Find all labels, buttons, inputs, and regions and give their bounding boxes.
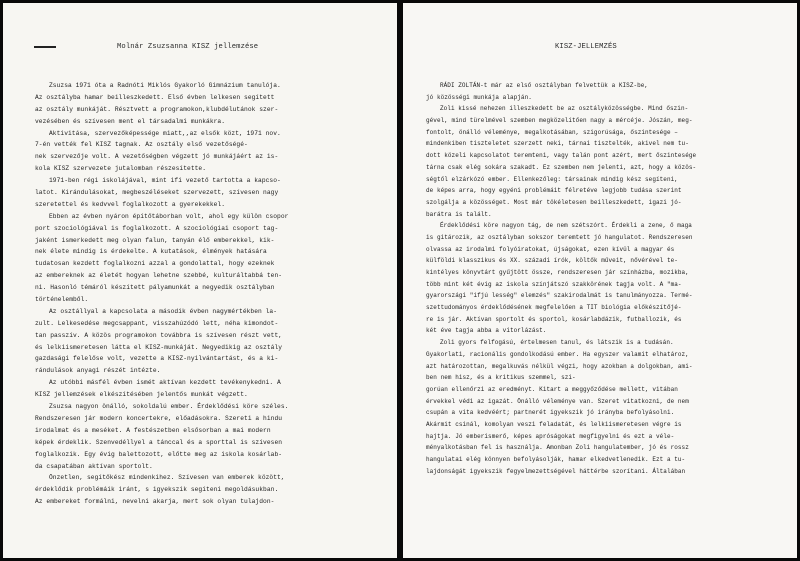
text-line: azt határozottan, megalkuvás nélkül végzi, hogy azokban a dolgokban, ami- xyxy=(426,362,693,370)
text-line: zult. Lelkesedése megcsappant, visszahúzódó lett, néha kimondot- xyxy=(35,319,279,327)
text-line: Ebben az évben nyáron építőtáborban volt, ahol egy külön csopor xyxy=(49,212,289,220)
margin-dash-mark xyxy=(34,46,56,48)
left-document-page xyxy=(3,3,397,558)
text-line: Rendszeresen jár modern koncertekre, előadásokra. Szereti a hindu xyxy=(35,414,283,422)
text-line: kintélyes könyvtárt gyűjtött össze, rendszeresen jár színházba, mozikba, xyxy=(426,269,689,276)
text-line: Zsuzsa 1971 óta a Radnóti Miklós Gyakorló Gimnázium tanulója. xyxy=(49,82,281,89)
text-line: foglalkozik. Egy évig balettozott, előtte meg az iskola kosárlab- xyxy=(35,450,283,458)
text-line: gazdasági felelőse volt, vezette a KISZ-nyilvántartást, és a ki- xyxy=(35,355,279,363)
text-line: vezésében és szívesen ment el társadalmi munkákra. xyxy=(35,117,226,125)
right-page-title: KISZ-JELLEMZÉS xyxy=(555,43,617,51)
text-line: szolgálja a közösséget. Most már tökéletesen beilleszkedett, igazi jó- xyxy=(426,198,682,206)
text-line: re is jár. Aktívan sportolt és sportol, kosárlabdázik, futballozik, és xyxy=(426,315,682,323)
text-line: és lelkiismeretesen látta el KISZ-munkáját. Negyedikig az osztály xyxy=(35,343,283,351)
text-line: olvassa az irodalmi folyóiratokat, újságokat, ezen kívül a magyar és xyxy=(426,245,675,253)
text-line: gorúan ellenőrzi az eredményt. Kitart a meggyőződése mellett, vitában xyxy=(426,385,678,393)
text-line: hangulatai elég könnyen befolyásolják, hamar elkedvetlenedik. Ezt a tu- xyxy=(426,456,686,463)
text-line: RÁDI ZOLTÁN-t már az első osztályban felvettük a KISZ-be, xyxy=(440,82,649,89)
text-line: de képes arra, hogy egyéni problémáit félretéve legjobb tudása szerint xyxy=(426,187,682,195)
text-line: kola KISZ szervezete jutalomban részesítette. xyxy=(35,165,207,173)
text-line: nek élete mindig is érdekelte. A kutatások, élmények hatására xyxy=(35,248,267,256)
text-line: irodalmat és a meséket. A festészetben elsősorban a mai modern xyxy=(35,426,271,434)
text-line: 1971-ben régi iskolájával, mint ifi vezető tartotta a kapcso- xyxy=(49,177,281,185)
text-line: ségtől elzárkózó ember. Ellenkezőleg: társainak mindig kész segíteni, xyxy=(426,175,678,183)
text-line: Akármit csinál, komolyan veszi feladatát, és lelkiismeretesen végre is xyxy=(426,420,682,428)
text-line: érvekkel védi az igazát. Önálló véleménye van. Szeret vitatkozni, de nem xyxy=(426,397,689,405)
text-line: Zsuzsa nagyon önálló, sokoldalú ember. Érdeklődési köre széles. xyxy=(49,403,289,411)
text-line: több mint két évig az iskola színjátszó szakkörének tagja volt. A "ma- xyxy=(426,280,682,288)
text-line: lajdonságát igyekszik fegyelmezettségével háttérbe szorítani. Általában xyxy=(426,467,686,475)
text-line: Érdeklődési köre nagyon tág, de nem szétszórt. Érdekli a zene, ő maga xyxy=(440,222,692,230)
text-line: két éve tagja abba a vitorlázást. xyxy=(426,327,547,335)
right-document-page xyxy=(403,3,797,558)
text-line: latot. Kirándulásokat, megbeszéléseket szervezett, szívesen nagy xyxy=(35,189,279,197)
text-line: csupán a vita kedvéért; partnerét igyekszik jó irányba befolyásolni. xyxy=(426,409,675,417)
text-line: ményalkotásban fel is használja. Amonban Zoli hangulatember, jó és rossz xyxy=(426,444,689,452)
right-page-body xyxy=(426,80,780,477)
text-line: szettudományos érdeklődésének megfelelően a TIT biológia előkészítőjé- xyxy=(426,304,682,312)
left-page-body xyxy=(35,80,375,508)
text-line: érdeklődik problémáik iránt, s igyekszik segíteni megoldásukban. xyxy=(35,486,279,494)
text-line: Az osztályba hamar beilleszkedett. Első évben lelkesen segített xyxy=(35,93,275,101)
text-line: külföldi klasszikus és XX. századi írók, költők műveit, nővérével te- xyxy=(426,257,678,265)
text-line: mindenkiben tiszteletet szerzett neki, tárnai tisztelték, akivel nem tu- xyxy=(426,140,689,148)
text-line: nek szervezője volt. A vezetőségben végzett jó munkájáért az is- xyxy=(35,153,279,161)
text-line: port szociológiával is foglalkozott. A szociológiai csoport tag- xyxy=(35,224,279,232)
text-line: rándulások anyagi részét intézte. xyxy=(35,367,161,375)
text-line: Aktivitása, szervezőképessége miatt,,az elsők közt, 1971 nov. xyxy=(49,129,281,137)
text-line: tan passzív. A közös programokon továbbra is szívesen részt vett, xyxy=(35,331,283,339)
text-line: hajtja. Jó emberismerő, képes apróságokat megfigyelni és ezt a véle- xyxy=(426,432,675,440)
text-line: Önzetlen, segítőkész mindenkihez. Szívesen van emberek között, xyxy=(49,474,285,482)
text-line: jaként ismerkedett meg olyan falun, tanyán élő emberekkel, kik- xyxy=(35,236,275,244)
text-line: jó közösségi munkája alapján. xyxy=(426,93,532,101)
text-line: az embereknek az életét hogyan lehetne szebbé, kulturáltabbá ten- xyxy=(35,272,283,280)
text-line: fontolt, önálló véleménye, megalkotásában, szigorúsága, őszintesége – xyxy=(426,128,678,136)
text-line: 7-én vették fel KISZ tagnak. Az osztály első vezetőségé- xyxy=(35,141,248,149)
left-page-title: Molnár Zsuzsanna KISZ jellemzése xyxy=(117,43,259,51)
text-line: da csapatában aktívan sportolt. xyxy=(35,462,153,470)
text-line: gyarországi "ifjú lesség" elemzés" szakirodalmát is tanulmányozza. Termé- xyxy=(426,292,693,300)
text-line: ni. Hasonló témáról készített pályamunkát a negyedik osztályban xyxy=(35,284,275,292)
text-line: az osztály munkáját. Résztvett a programokon,klubdélutánok szer- xyxy=(35,105,279,113)
text-line: Az utóbbi másfél évben ismét aktívan kezdett tevékenykedni. A xyxy=(49,379,281,387)
text-line: ben nem hisz, és a kritikus szemmel, szi- xyxy=(426,374,576,382)
text-line: gével, mind türelmével szemben megközelítően nagy a mércéje. Jószán, meg- xyxy=(426,117,693,125)
text-line: Az osztállyal a kapcsolata a második évben nagymértékben la- xyxy=(49,307,278,315)
text-line: KISZ jellemzések elkészítésében jelentős munkát végzett. xyxy=(35,391,248,399)
text-line: tudatosan kezdett foglalkozni azzal a gondolattal, hogy ezeknek xyxy=(35,260,275,268)
text-line: képek érdeklik. Szenvedéllyel a tánccal és a sporttal is szívesen xyxy=(35,438,283,446)
text-line: barátra is talált. xyxy=(426,210,492,218)
text-line: is gitározik, az osztályban sokszor teremtett jó hangulatot. Rendszeresen xyxy=(426,233,693,241)
text-line: történelemből. xyxy=(35,296,89,304)
text-line: dott közeli kapcsolatot teremteni, vagy talán pont azért, mert őszintesége xyxy=(426,152,697,160)
text-line: Gyakorlati, racionális gondolkodású ember. Ha egyszer valamit elhatároz, xyxy=(426,350,689,358)
text-line: Zoli kissé nehezen illeszkedett be az osztályközösségbe. Mind őszin- xyxy=(440,105,689,113)
text-line: tárna csak elég sokára szakadt. Ez szemben nem jelenti, azt, hogy a közös- xyxy=(426,163,697,171)
text-line: szeretettel és kedvvel foglalkozott a gyerekekkel. xyxy=(35,200,226,208)
text-line: Az embereket formálni, nevelni akarja, mert sok olyan tulajdon- xyxy=(35,498,275,506)
text-line: Zoli gyors felfogású, értelmesen tanul, és látszik is a tudásán. xyxy=(440,339,674,347)
